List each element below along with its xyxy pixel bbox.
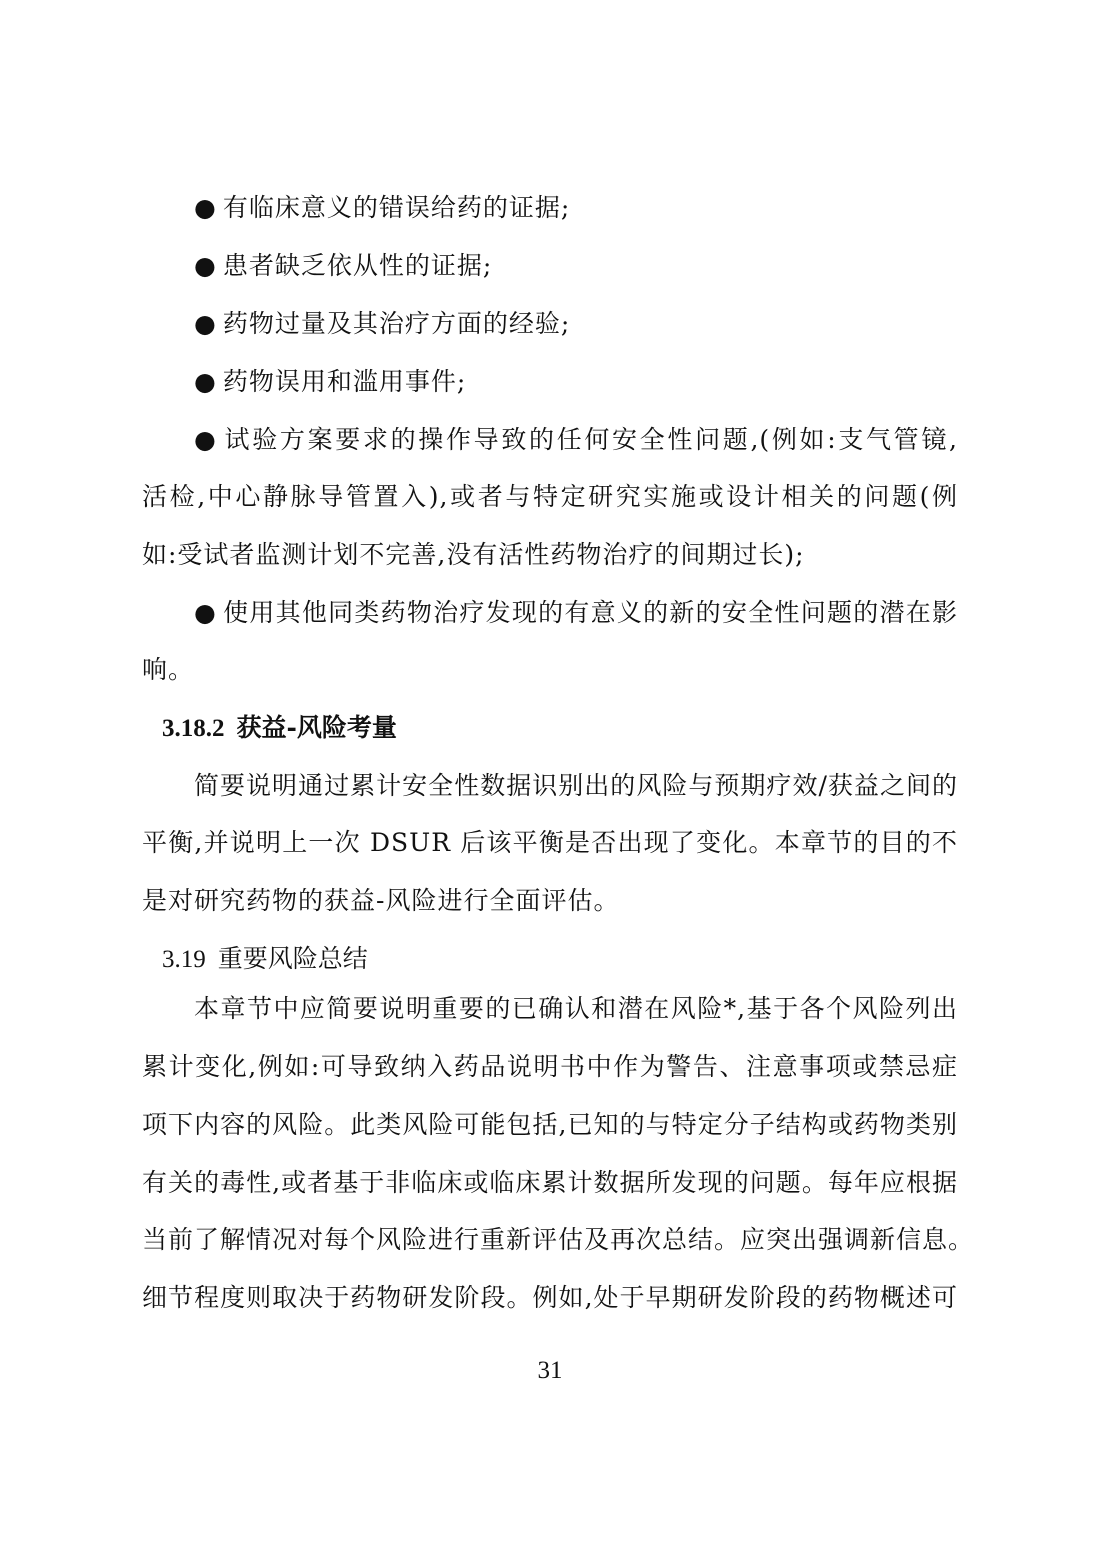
section-number: 3.18.2 [162, 715, 225, 742]
bullet-item [194, 595, 958, 631]
bullet-continuation-line: 响。 [142, 655, 195, 684]
paragraph-line: 累计变化,例如:可导致纳入药品说明书中作为警告、注意事项或禁忌症 [142, 1052, 958, 1081]
paragraph-line: 本章节中应简要说明重要的已确认和潜在风险*,基于各个风险列出 [194, 994, 958, 1023]
paragraph-line: 简要说明通过累计安全性数据识别出的风险与预期疗效/获益之间的 [194, 771, 958, 800]
bullet-item [194, 190, 958, 226]
paragraph-line: 是对研究药物的获益-风险进行全面评估。 [142, 886, 620, 915]
bullet-dot-icon: ● [194, 309, 217, 338]
bullet-text: 药物误用和滥用事件; [222, 367, 467, 396]
bullet-item [194, 306, 958, 342]
bullet-text: 有临床意义的错误给药的证据; [222, 193, 571, 222]
bullet-item [194, 364, 958, 400]
paragraph-line: 细节程度则取决于药物研发阶段。例如,处于早期研发阶段的药物概述可 [142, 1283, 958, 1312]
bullet-text-line: 使用其他同类药物治疗发现的有意义的新的安全性问题的潜在影 [222, 598, 958, 627]
paragraph-line: 项下内容的风险。此类风险可能包括,已知的与特定分子结构或药物类别 [142, 1110, 958, 1139]
bullet-item [194, 422, 958, 458]
section-title: 重要风险总结 [217, 944, 368, 973]
paragraph-line: 有关的毒性,或者基于非临床或临床累计数据所发现的问题。每年应根据 [142, 1168, 958, 1197]
section-heading [162, 710, 397, 747]
bullet-text: 患者缺乏依从性的证据; [222, 251, 493, 280]
bullet-dot-icon: ● [194, 598, 217, 627]
paragraph-line: 平衡,并说明上一次 DSUR 后该平衡是否出现了变化。本章节的目的不 [142, 828, 958, 857]
bullet-continuation-line: 如:受试者监测计划不完善,没有活性药物治疗的间期过长); [142, 540, 805, 569]
section-heading [162, 941, 368, 978]
bullet-dot-icon: ● [194, 425, 217, 454]
bullet-dot-icon: ● [194, 193, 217, 222]
bullet-dot-icon: ● [194, 367, 217, 396]
paragraph-line: 当前了解情况对每个风险进行重新评估及再次总结。应突出强调新信息。 [142, 1225, 975, 1254]
bullet-continuation-line: 活检,中心静脉导管置入),或者与特定研究实施或设计相关的问题(例 [142, 482, 958, 511]
bullet-text: 药物过量及其治疗方面的经验; [222, 309, 571, 338]
section-number: 3.19 [162, 946, 206, 973]
section-title: 获益-风险考量 [236, 713, 397, 742]
page-number: 31 [537, 1357, 563, 1384]
bullet-item [194, 248, 958, 284]
bullet-dot-icon: ● [194, 251, 217, 280]
bullet-text-line: 试验方案要求的操作导致的任何安全性问题,(例如:支气管镜, [222, 425, 958, 454]
